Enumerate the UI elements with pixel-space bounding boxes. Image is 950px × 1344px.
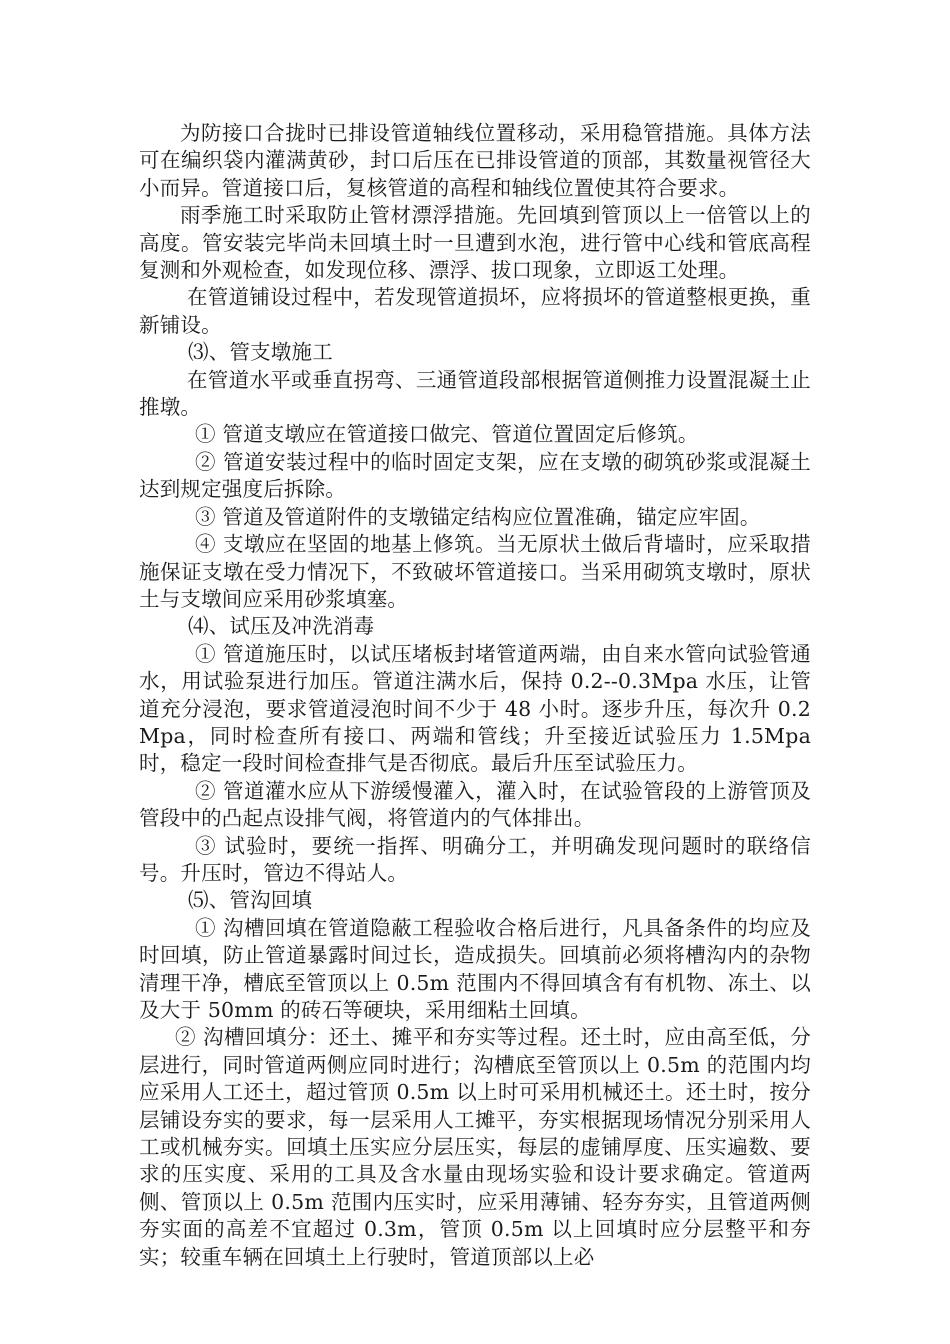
paragraph-thrust-block: 在管道水平或垂直拐弯、三通管道段部根据管道侧推力设置混凝土止推墩。	[139, 367, 811, 420]
list-item-test-3: ③ 试验时，要统一指挥、明确分工，并明确发现问题时的联络信号。升压时，管边不得站人。	[139, 833, 811, 885]
paragraph-pipe-damage: 在管道铺设过程中，若发现管道损坏，应将损坏的管道整根更换，重新铺设。	[139, 285, 811, 337]
list-item-support-1: ① 管道支墩应在管道接口做完、管道位置固定后修筑。	[195, 422, 699, 447]
list-item-support-4: ④ 支墩应在坚固的地基上修筑。当无原状土做后背墙时，应采取措施保证支墩在受力情况下，不致破坏管道接口。当采用砌筑支墩时，原状土与支墩间应采用砂浆填塞。	[139, 532, 811, 611]
section-heading-pressure-test: ⑷、试压及冲洗消毒	[188, 614, 375, 639]
list-item-backfill-2: ② 沟槽回填分：还土、摊平和夯实等过程。还土时，应由高至低，分层进行，同时管道两侧应同时进行；沟槽底至管顶以上 0.5m 的范围内均应采用人工还土，超过管顶 0.5m 以上时可采用机械还土。还土时，按分层铺设夯实的要求，每一层采用人工摊平，夯实根据现场情况分别采用人工或机械夯实。回填土压实应分层压实，每层的虚铺厚度、压实遍数、要求的压实度、采用的工具及含水量由现场实验和设计要求确定。管道两侧、管顶以上 0.5m 范围内压实时，应采用薄铺、轻夯夯实，且管道两侧夯实面的高差不宜超过 0.3m，管顶 0.5m 以上回填时应分层整平和夯实；较重车辆在回填土上行驶时，管道顶部以上必	[139, 1025, 811, 1269]
paragraph-rainy-season: 雨季施工时采取防止管材漂浮措施。先回填到管顶以上一倍管以上的高度。管安装完毕尚未回填土时一旦遭到水泡，进行管中心线和管底高程复测和外观检查，如发现位移、漂浮、拔口现象，立即返工处理。	[139, 203, 811, 283]
list-item-support-2: ② 管道安装过程中的临时固定支架，应在支墩的砌筑砂浆或混凝土达到规定强度后拆除。	[139, 449, 811, 502]
section-heading-backfill: ⑸、管沟回填	[188, 888, 313, 913]
section-heading-pipe-support: ⑶、管支墩施工	[188, 340, 333, 365]
paragraph-stabilizing-pipe: 为防接口合拢时已排设管道轴线位置移动，采用稳管措施。具体方法可在编织袋内灌满黄砂，封口后压在已排设管道的顶部，其数量视管径大小而异。管道接口后，复核管道的高程和轴线位置使其符合要求。	[139, 121, 811, 200]
list-item-backfill-1: ① 沟槽回填在管道隐蔽工程验收合格后进行，凡具备条件的均应及时回填，防止管道暴露时间过长，造成损失。回填前必须将槽沟内的杂物清理干净，槽底至管顶以上 0.5m 范围内不得回填含有有机物、冻土、以及大于 50mm 的砖石等硬块，采用细粘土回填。	[139, 915, 811, 1022]
list-item-test-2: ② 管道灌水应从下游缓慢灌入，灌入时，在试验管段的上游管顶及管段中的凸起点设排气阀，将管道内的气体排出。	[139, 778, 811, 831]
document-body	[139, 120, 811, 1271]
list-item-support-3: ③ 管道及管道附件的支墩锚定结构应位置准确，锚定应牢固。	[195, 504, 761, 529]
list-item-test-1: ① 管道施压时，以试压堵板封堵管道两端，由自来水管向试验管通水，用试验泵进行加压。管道注满水后，保持 0.2--0.3Mpa 水压，让管道充分浸泡，要求管道浸泡时间不少于 48 小时。逐步升压，每次升 0.2Mpa，同时检查所有接口、两端和管线；升至接近试验压力 1.5Mpa 时，稳定一段时间检查排气是否彻底。最后升压至试验压力。	[139, 641, 811, 776]
